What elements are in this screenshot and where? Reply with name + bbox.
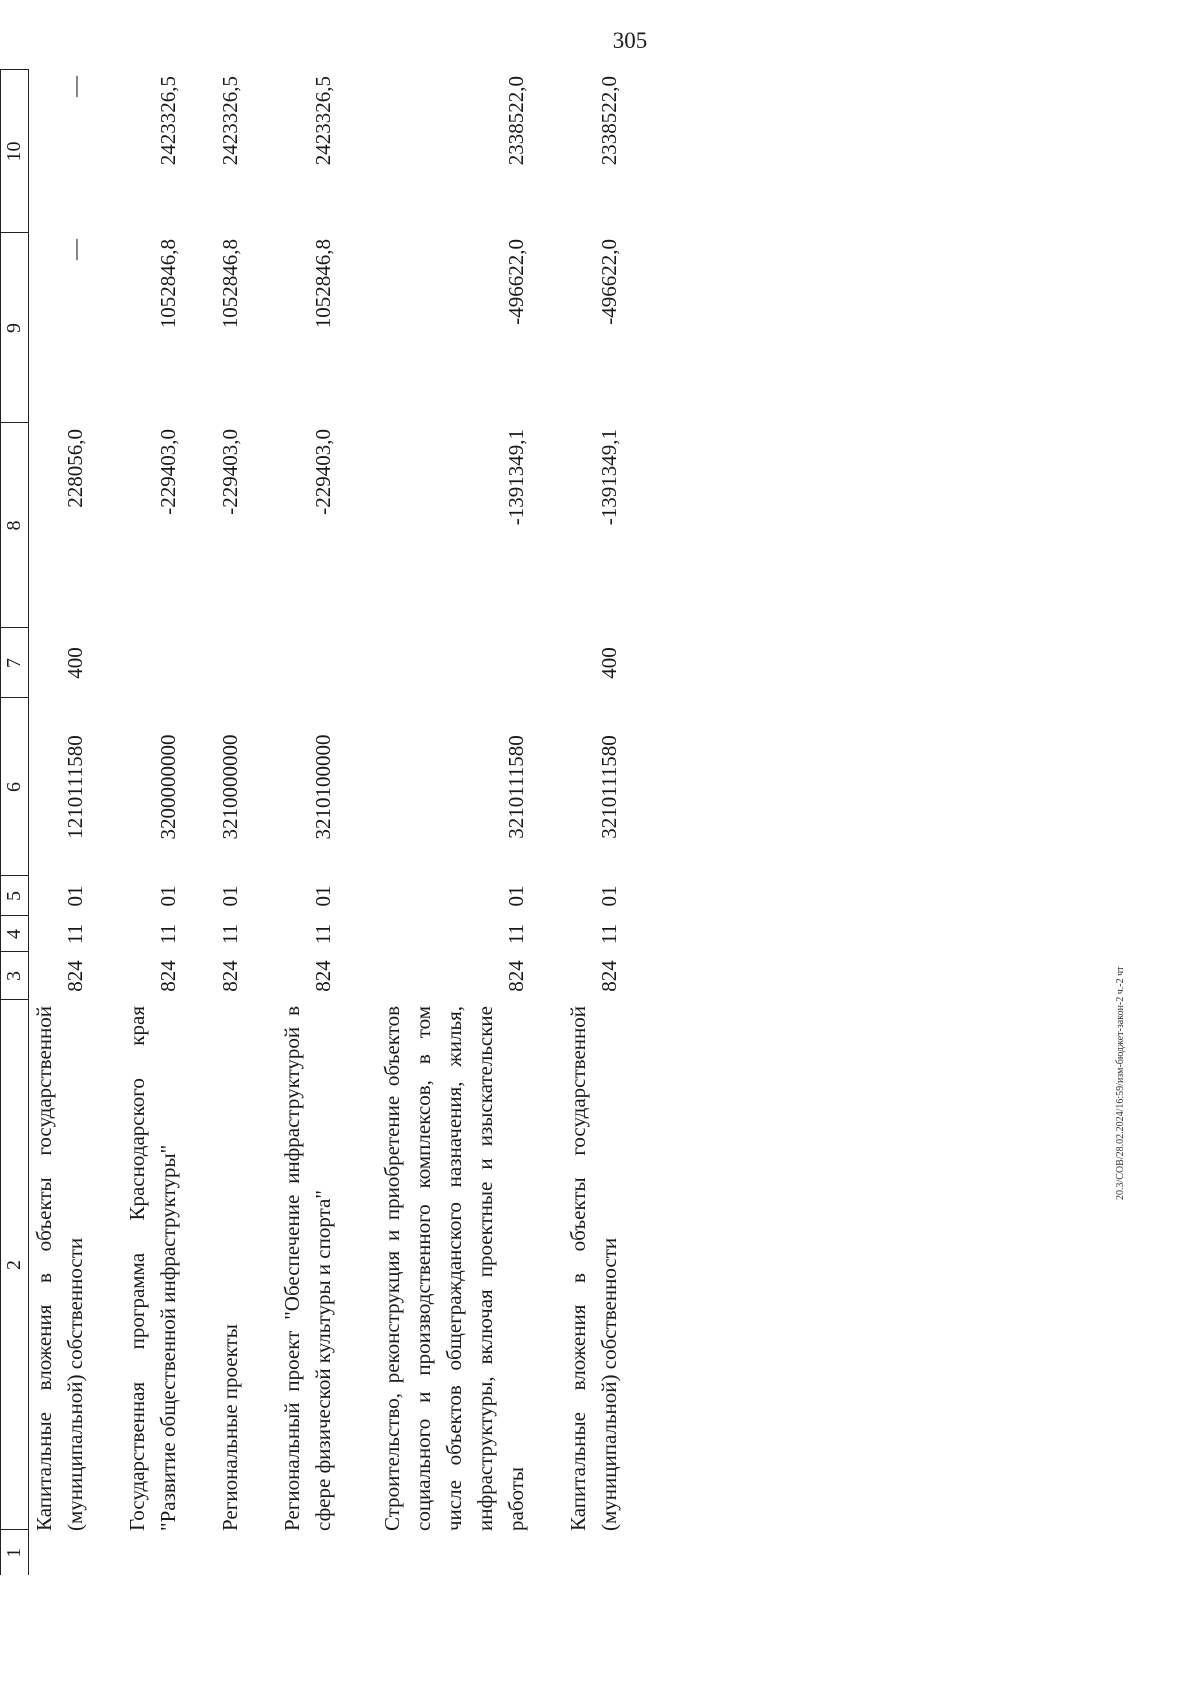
cell-c5: 01 xyxy=(63,885,87,907)
cell-c8: -1391349,1 xyxy=(597,429,621,526)
cell-c6: 3210111580 xyxy=(597,735,621,839)
cell-c10: 2423326,5 xyxy=(311,76,335,166)
col-header-5: 5 xyxy=(1,876,29,916)
cell-c8: -1391349,1 xyxy=(504,429,528,526)
col-header-3: 3 xyxy=(1,952,29,1000)
cell-c6: 3200000000 xyxy=(156,734,180,840)
cell-c4: 11 xyxy=(218,923,242,945)
cell-c4: 11 xyxy=(156,923,180,945)
cell-c4: 11 xyxy=(597,923,621,945)
cell-c4: 11 xyxy=(504,923,528,945)
cell-c6: 3210000000 xyxy=(218,734,242,840)
row-name: Капитальные вложения в объекты государственной (муниципальной) собственности xyxy=(566,1006,621,1531)
table-row xyxy=(377,70,532,1575)
cell-c9: -496622,0 xyxy=(597,239,621,325)
row-name: Капитальные вложения в объекты государственной (муниципальной) собственности xyxy=(32,1006,87,1531)
footer-code: 20.3/СОВ/28.02.2024/16:59/изм-бюджет-закон-2 ч.-2 чт xyxy=(1115,966,1126,1200)
cell-c6: 3210111580 xyxy=(504,735,528,839)
cell-c3: 824 xyxy=(63,960,87,992)
page-number: 305 xyxy=(612,28,648,53)
cell-c9: 1052846,8 xyxy=(156,239,180,329)
cell-c9: — xyxy=(63,239,87,260)
cell-c10: 2423326,5 xyxy=(218,76,242,166)
row-name: Региональные проекты xyxy=(218,1324,242,1531)
table-row xyxy=(29,70,92,1575)
cell-c8: -229403,0 xyxy=(218,429,242,515)
col-header-7: 7 xyxy=(1,628,29,698)
col-header-9: 9 xyxy=(1,233,29,423)
table-row xyxy=(122,70,184,1575)
cell-c10: 2423326,5 xyxy=(156,76,180,166)
cell-c7 xyxy=(277,628,339,698)
rotated-table-area xyxy=(0,70,860,1575)
cell-c7 xyxy=(377,628,532,698)
cell-c5: 01 xyxy=(218,885,242,907)
cell-c5: 01 xyxy=(156,885,180,907)
table-row xyxy=(277,70,339,1575)
cell-c3: 824 xyxy=(156,960,180,992)
cell-c3: 824 xyxy=(504,960,528,992)
row-name: Региональный проект "Обеспечение инфраструктурой в сфере физической культуры и спорта" xyxy=(280,1006,335,1531)
cell-c4: 11 xyxy=(311,923,335,945)
col-header-2: 2 xyxy=(1,1000,29,1530)
col-header-6: 6 xyxy=(1,698,29,876)
col-header-8: 8 xyxy=(1,423,29,628)
cell-c3: 824 xyxy=(311,960,335,992)
cell-c7 xyxy=(215,628,246,698)
cell-c3: 824 xyxy=(218,960,242,992)
table-row xyxy=(563,70,625,1575)
row-name: Строительство, реконструкция и приобретение объектов социального и производственного комплексов, в том числе объектов общегражданского назначения, жилья, инфраструктуры, включая проектные и изыскательские работы xyxy=(380,1006,528,1531)
cell-c7: 400 xyxy=(63,647,87,679)
row-name: Государственная программа Краснодарского края "Развитие общественной инфраструктуры" xyxy=(125,1006,180,1531)
column-header-row xyxy=(1,70,29,1575)
cell-c7 xyxy=(122,628,184,698)
cell-c5: 01 xyxy=(597,885,621,907)
cell-c6: 1210111580 xyxy=(63,735,87,839)
cell-c8: 228056,0 xyxy=(63,429,87,508)
cell-c8: -229403,0 xyxy=(156,429,180,515)
cell-c10: — xyxy=(63,76,87,97)
cell-c9: -496622,0 xyxy=(504,239,528,325)
table-row xyxy=(215,70,246,1575)
col-header-10: 10 xyxy=(1,70,29,233)
cell-c8: -229403,0 xyxy=(311,429,335,515)
cell-c10: 2338522,0 xyxy=(504,76,528,166)
cell-c9: 1052846,8 xyxy=(311,239,335,329)
budget-table xyxy=(0,70,625,1576)
col-header-1: 1 xyxy=(1,1530,29,1575)
cell-c5: 01 xyxy=(311,885,335,907)
cell-c10: 2338522,0 xyxy=(597,76,621,166)
col-header-4: 4 xyxy=(1,916,29,952)
cell-c4: 11 xyxy=(63,923,87,945)
cell-c3: 824 xyxy=(597,960,621,992)
cell-c6: 3210100000 xyxy=(311,734,335,840)
cell-c5: 01 xyxy=(504,885,528,907)
cell-c9: 1052846,8 xyxy=(218,239,242,329)
cell-c7: 400 xyxy=(597,647,621,679)
